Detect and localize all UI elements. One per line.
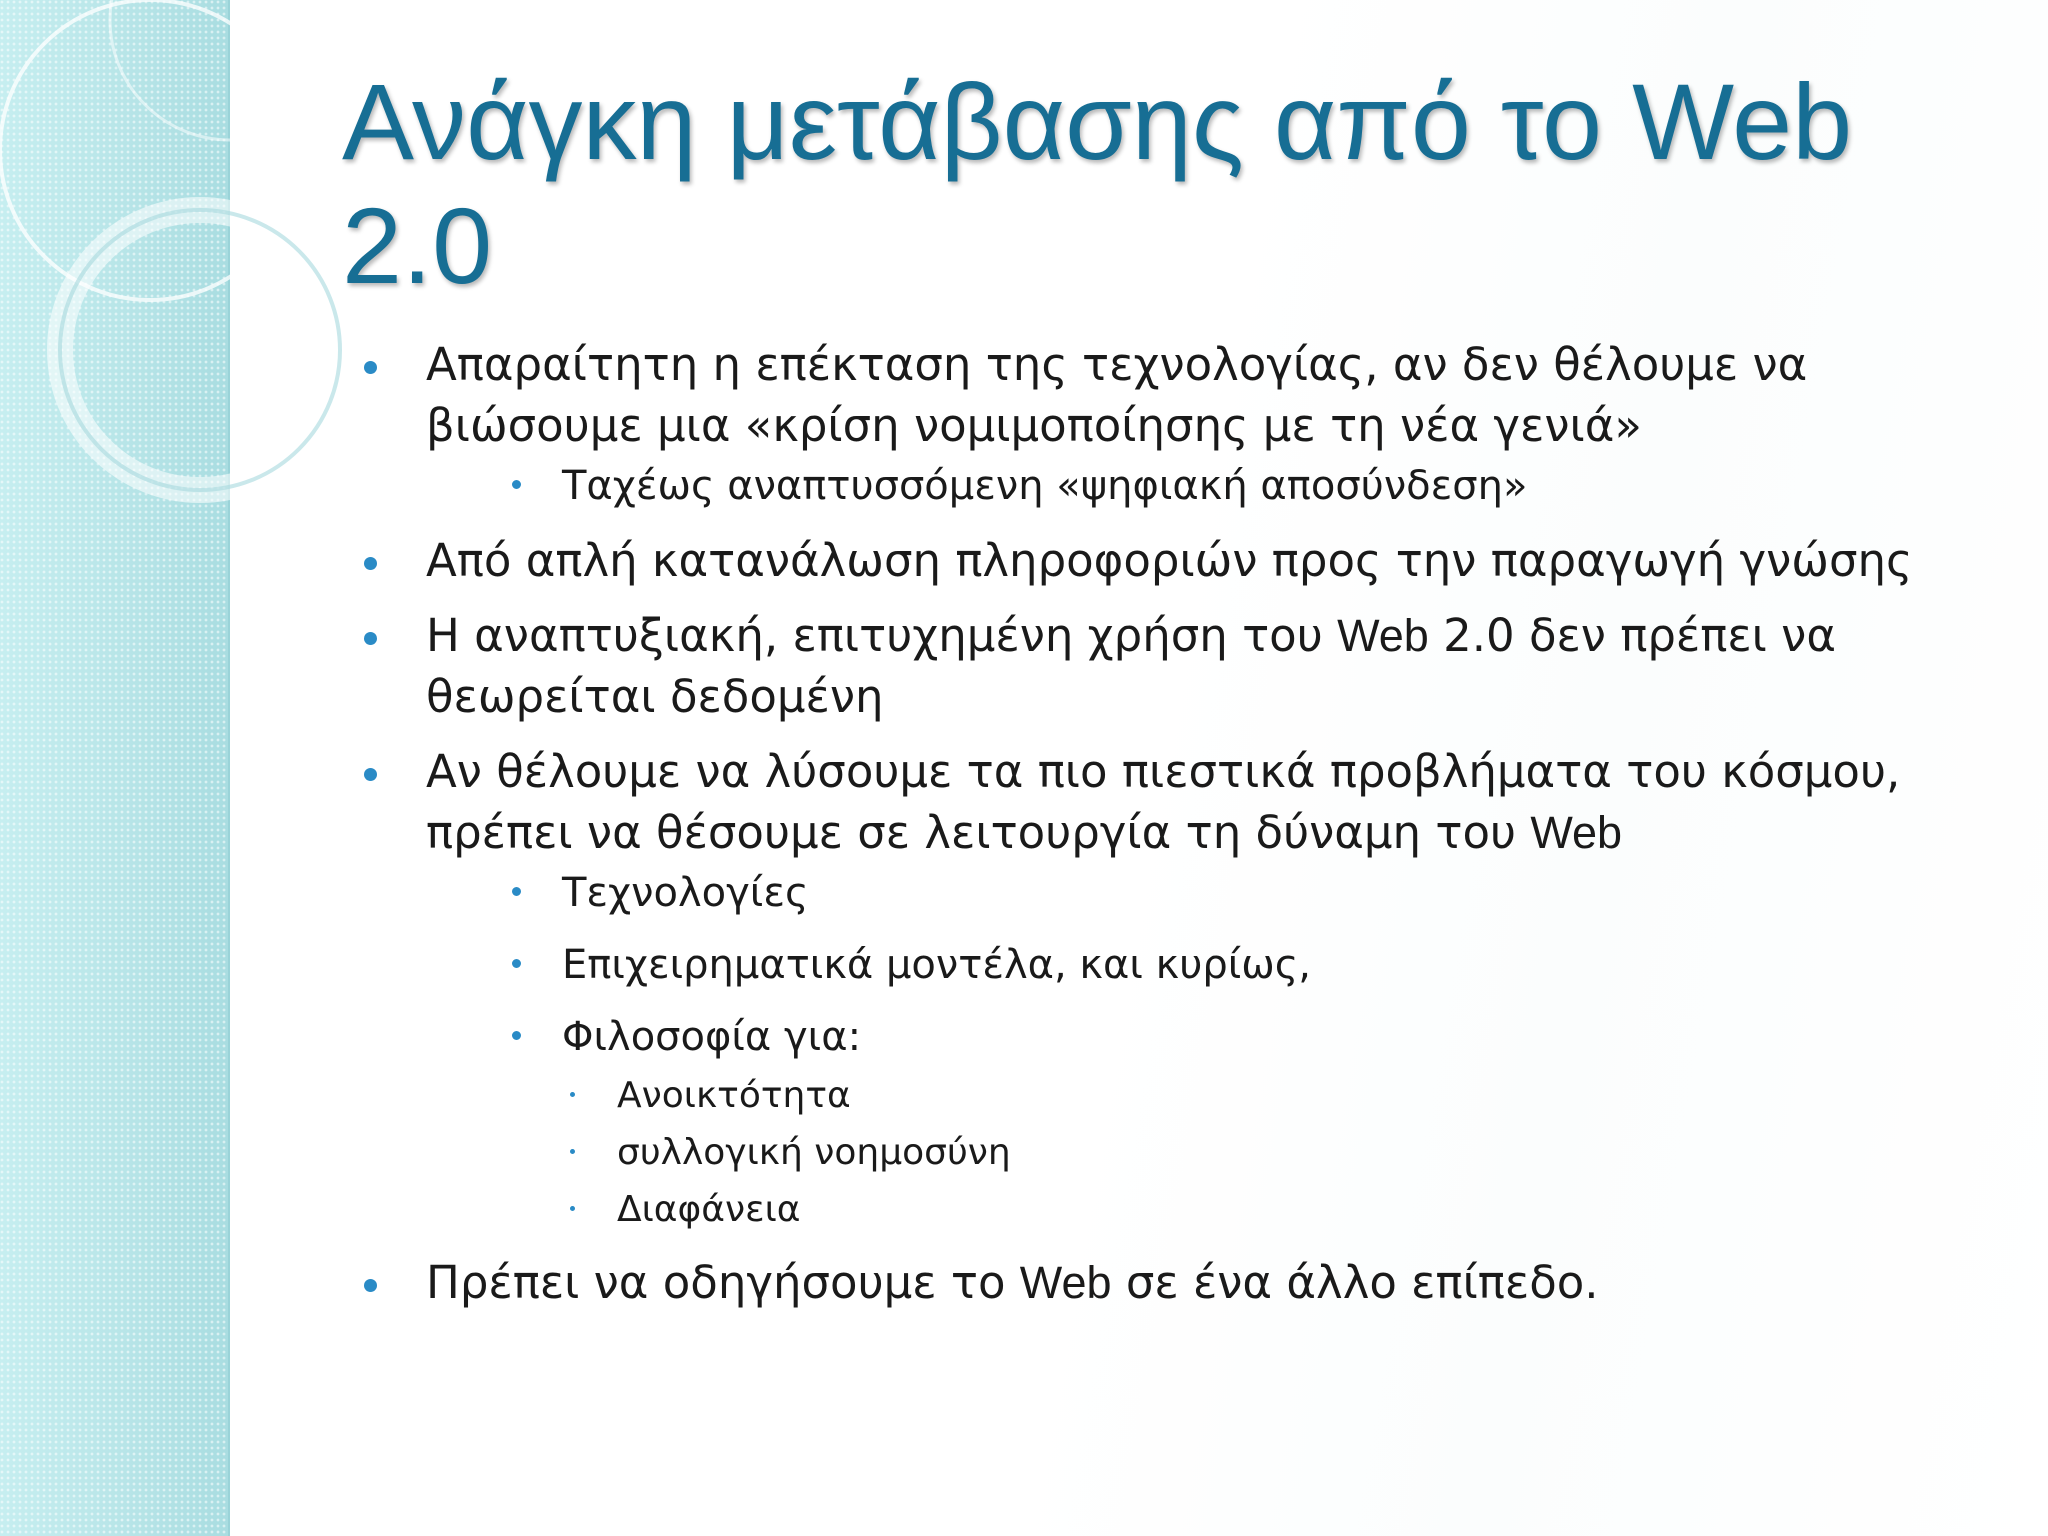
ring-bullet-icon bbox=[512, 887, 521, 896]
sub-bullet-text: Επιχειρηματικά μοντέλα, και κυρίως, bbox=[562, 942, 1311, 988]
sub-bullet-item bbox=[426, 863, 1990, 923]
square-bullet-icon bbox=[570, 1149, 575, 1154]
bullet-item bbox=[350, 1252, 1990, 1313]
bullet-text: Από απλή κατανάλωση πληροφοριών προς την παραγωγή γνώσης bbox=[426, 534, 1913, 587]
bullet-item bbox=[350, 741, 1990, 1238]
bullet-text-post: 2.0 δεν πρέπει να θεωρείται δεδομένη bbox=[426, 609, 1836, 723]
bullet-item bbox=[350, 530, 1990, 591]
ring-bullet-icon bbox=[512, 1031, 521, 1040]
square-bullet-icon bbox=[570, 1092, 575, 1097]
sub-sub-bullet-text: Διαφάνεια bbox=[617, 1189, 801, 1230]
sub-bullet-text: Ταχέως αναπτυσσόμενη «ψηφιακή αποσύνδεση» bbox=[562, 463, 1528, 509]
bullet-item bbox=[350, 334, 1990, 516]
sub-sub-bullet-text: Ανοικτότητα bbox=[617, 1075, 851, 1116]
bullet-dot-icon bbox=[364, 768, 377, 781]
sub-sub-bullet-list bbox=[562, 1067, 1990, 1238]
bullet-text-post: σε ένα άλλο επίπεδο. bbox=[1111, 1256, 1599, 1309]
bullet-text-pre: Πρέπει να οδηγήσουμε το bbox=[426, 1256, 1020, 1309]
ring-bullet-icon bbox=[512, 959, 521, 968]
decorative-side-band bbox=[0, 0, 230, 1536]
square-bullet-icon bbox=[570, 1206, 575, 1211]
bullet-text: Απαραίτητη η επέκταση της τεχνολογίας, αν δεν θέλουμε να βιώσουμε μια «κρίση νομιμοποίησης με τη νέα γενιά» bbox=[426, 338, 1808, 452]
slide-title: Ανάγκη μετάβασης από το Web 2.0 bbox=[342, 61, 1853, 306]
sub-bullet-item bbox=[426, 935, 1990, 995]
bullet-text-web: Web bbox=[1530, 807, 1623, 858]
bullet-text-web: Web bbox=[1019, 1257, 1112, 1308]
bullet-list bbox=[350, 334, 1990, 1313]
sub-bullet-list bbox=[426, 456, 1990, 516]
bullet-item bbox=[350, 605, 1990, 727]
sub-bullet-item bbox=[426, 1007, 1990, 1238]
sub-bullet-text: Τεχνολογίες bbox=[562, 870, 809, 916]
sub-sub-bullet-item bbox=[426, 1181, 1990, 1238]
bullet-dot-icon bbox=[364, 1279, 377, 1292]
sub-sub-bullet-item bbox=[426, 1124, 1990, 1181]
sub-sub-bullet-text: συλλογική νοημοσύνη bbox=[617, 1132, 1011, 1173]
bullet-dot-icon bbox=[364, 557, 377, 570]
ring-bullet-icon bbox=[512, 480, 521, 489]
sub-bullet-item bbox=[426, 456, 1990, 516]
bullet-dot-icon bbox=[364, 361, 377, 374]
sub-bullet-text: Φιλοσοφία για: bbox=[562, 1014, 862, 1060]
bullet-text-web: Web bbox=[1337, 610, 1429, 661]
bullet-text-pre: Αν θέλουμε να λύσουμε τα πιο πιεστικά προβλήματα του κόσμου, πρέπει να θέσουμε σε λειτουργία τη δύναμη του bbox=[426, 745, 1901, 859]
sub-sub-bullet-item bbox=[426, 1067, 1990, 1124]
bullet-dot-icon bbox=[364, 632, 377, 645]
bullet-text-pre: Η αναπτυξιακή, επιτυχημένη χρήση του bbox=[426, 609, 1338, 662]
sub-bullet-list bbox=[426, 863, 1990, 1238]
slide-body bbox=[350, 334, 1990, 1327]
